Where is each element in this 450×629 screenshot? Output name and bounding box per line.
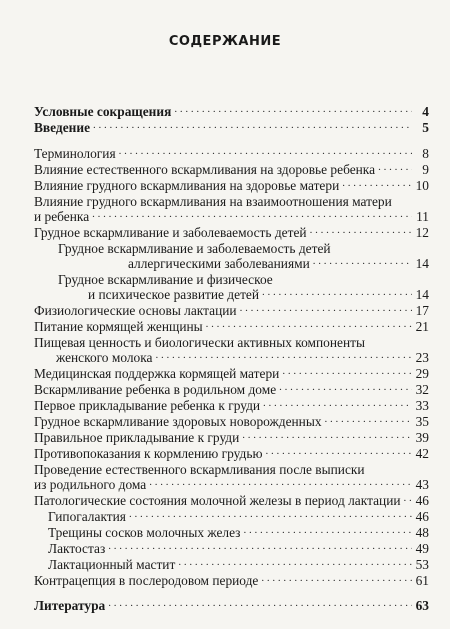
dot-leader xyxy=(155,350,412,362)
toc-page-number: 11 xyxy=(416,209,429,224)
toc-subentry xyxy=(58,241,429,271)
toc-entry xyxy=(34,366,429,381)
toc-entry-text: Медицинская поддержка кормящей матери xyxy=(34,366,280,381)
toc-entry-text: Пищевая ценность и биологически активных компоненты xyxy=(34,335,365,350)
dot-leader xyxy=(263,398,412,410)
toc-page-number: 12 xyxy=(415,225,429,240)
dot-leader xyxy=(129,509,412,521)
toc-page-number: 32 xyxy=(415,382,429,397)
dot-leader xyxy=(149,477,412,489)
toc-page-number: 5 xyxy=(422,120,429,135)
toc-entry-text-continued: и психическое развитие детей xyxy=(88,287,260,302)
page-title: СОДЕРЖАНИЕ xyxy=(168,34,282,49)
dot-leader xyxy=(206,319,412,331)
toc-subentry xyxy=(48,541,429,556)
toc-page-number: 23 xyxy=(415,350,429,365)
toc-entry xyxy=(34,335,429,365)
toc-entry-text: Первое прикладывание ребенка к груди xyxy=(34,398,261,413)
toc-entry-text-continued: из родильного дома xyxy=(34,477,147,492)
toc-page-number: 17 xyxy=(415,303,429,318)
toc-page-number: 21 xyxy=(415,319,429,334)
toc-entry-text: Правильное прикладывание к груди xyxy=(34,430,240,445)
dot-leader xyxy=(240,303,412,315)
toc-entry xyxy=(34,178,429,193)
toc-page-number: 48 xyxy=(415,525,429,540)
toc-entry xyxy=(34,303,429,318)
toc-entry-bibliography xyxy=(34,598,429,613)
dot-leader xyxy=(378,162,412,174)
toc-page-number: 46 xyxy=(415,509,429,524)
toc-entry-text: Лактостаз xyxy=(48,541,106,556)
toc-entry-text-continued: аллергическими заболеваниями xyxy=(128,256,310,271)
toc-entry-text: Контрацепция в послеродовом периоде xyxy=(34,573,259,588)
toc-entry-text: Терминология xyxy=(34,146,116,161)
dot-leader xyxy=(93,120,412,132)
dot-leader xyxy=(310,225,412,237)
toc-entry-text: Трещины сосков молочных желез xyxy=(48,525,241,540)
toc-page-number: 33 xyxy=(415,398,429,413)
toc-page-number: 63 xyxy=(415,598,429,613)
toc-entry xyxy=(34,319,429,334)
toc-entry xyxy=(34,194,429,224)
toc-page-number: 46 xyxy=(415,493,429,508)
toc-entry-abbreviations xyxy=(34,104,429,119)
toc-page-number: 43 xyxy=(415,477,429,492)
toc-subentry xyxy=(48,509,429,524)
toc-page-number: 35 xyxy=(415,414,429,429)
toc-entry xyxy=(34,430,429,445)
dot-leader xyxy=(108,598,412,610)
toc-entry xyxy=(34,225,429,240)
dot-leader xyxy=(265,446,412,458)
toc-entry-text: Лактационный мастит xyxy=(48,557,176,572)
toc-entry-introduction xyxy=(34,120,429,135)
toc-page-number: 42 xyxy=(415,446,429,461)
toc-entry-text: Грудное вскармливание и заболеваемость детей xyxy=(58,241,331,256)
dot-leader xyxy=(404,493,412,505)
dot-leader xyxy=(119,146,412,158)
toc-entry-text: Гипогалактия xyxy=(48,509,126,524)
toc-entry-text: Противопоказания к кормлению грудью xyxy=(34,446,263,461)
toc-page-number: 53 xyxy=(415,557,429,572)
toc-entry-text: Проведение естественного вскармливания после выписки xyxy=(34,462,365,477)
toc-entry-text-continued: и ребенка xyxy=(34,209,90,224)
toc-entry-text: Грудное вскармливание здоровых новорожденных xyxy=(34,414,322,429)
toc-entry xyxy=(34,573,429,588)
toc-page-number: 14 xyxy=(415,287,429,302)
toc-entry xyxy=(34,398,429,413)
toc-entry-text: Условные сокращения xyxy=(34,104,172,119)
toc-entry xyxy=(34,462,429,492)
toc-page-number: 9 xyxy=(422,162,429,177)
toc-entry-text: Патологические состояния молочной железы в период лактации xyxy=(34,493,401,508)
toc-subentry xyxy=(48,557,429,572)
toc-subentry xyxy=(48,525,429,540)
toc-entry-text: Вскармливание ребенка в родильном доме xyxy=(34,382,277,397)
toc-entry-text: Литература xyxy=(34,598,106,613)
toc-entry xyxy=(34,493,429,508)
dot-leader xyxy=(92,209,412,221)
dot-leader xyxy=(174,104,412,116)
toc-page-number: 14 xyxy=(415,256,429,271)
toc-entry-text-continued: женского молока xyxy=(56,350,153,365)
toc-page-number: 10 xyxy=(415,178,429,193)
toc-entry-text: Влияние грудного вскармливания на взаимоотношения матери xyxy=(34,194,392,209)
toc-entry xyxy=(34,382,429,397)
toc-page-number: 8 xyxy=(422,146,429,161)
dot-leader xyxy=(243,525,412,537)
toc-page-number: 29 xyxy=(415,366,429,381)
toc-entry-text: Влияние грудного вскармливания на здоровье матери xyxy=(34,178,340,193)
toc-entry-text: Питание кормящей женщины xyxy=(34,319,203,334)
dot-leader xyxy=(261,573,412,585)
toc-entry-text: Грудное вскармливание и заболеваемость детей xyxy=(34,225,307,240)
dot-leader xyxy=(178,557,412,569)
dot-leader xyxy=(242,430,412,442)
toc-page-number: 4 xyxy=(422,104,429,119)
toc-page-number: 61 xyxy=(415,573,429,588)
dot-leader xyxy=(282,366,412,378)
toc-entry xyxy=(34,446,429,461)
toc-page-number: 39 xyxy=(415,430,429,445)
toc-page-number: 49 xyxy=(415,541,429,556)
toc-entry-text: Физиологические основы лактации xyxy=(34,303,237,318)
dot-leader xyxy=(279,382,412,394)
dot-leader xyxy=(108,541,412,553)
toc-entry-text: Влияние естественного вскармливания на здоровье ребенка xyxy=(34,162,376,177)
dot-leader xyxy=(325,414,412,426)
toc-entry xyxy=(34,414,429,429)
dot-leader xyxy=(342,178,412,190)
dot-leader xyxy=(262,287,412,299)
toc-entry-terminology xyxy=(34,146,429,161)
toc-entry xyxy=(34,162,429,177)
dot-leader xyxy=(313,256,412,268)
toc-entry-text: Введение xyxy=(34,120,91,135)
toc-subentry xyxy=(58,272,429,302)
toc-entry-text: Грудное вскармливание и физическое xyxy=(58,272,273,287)
